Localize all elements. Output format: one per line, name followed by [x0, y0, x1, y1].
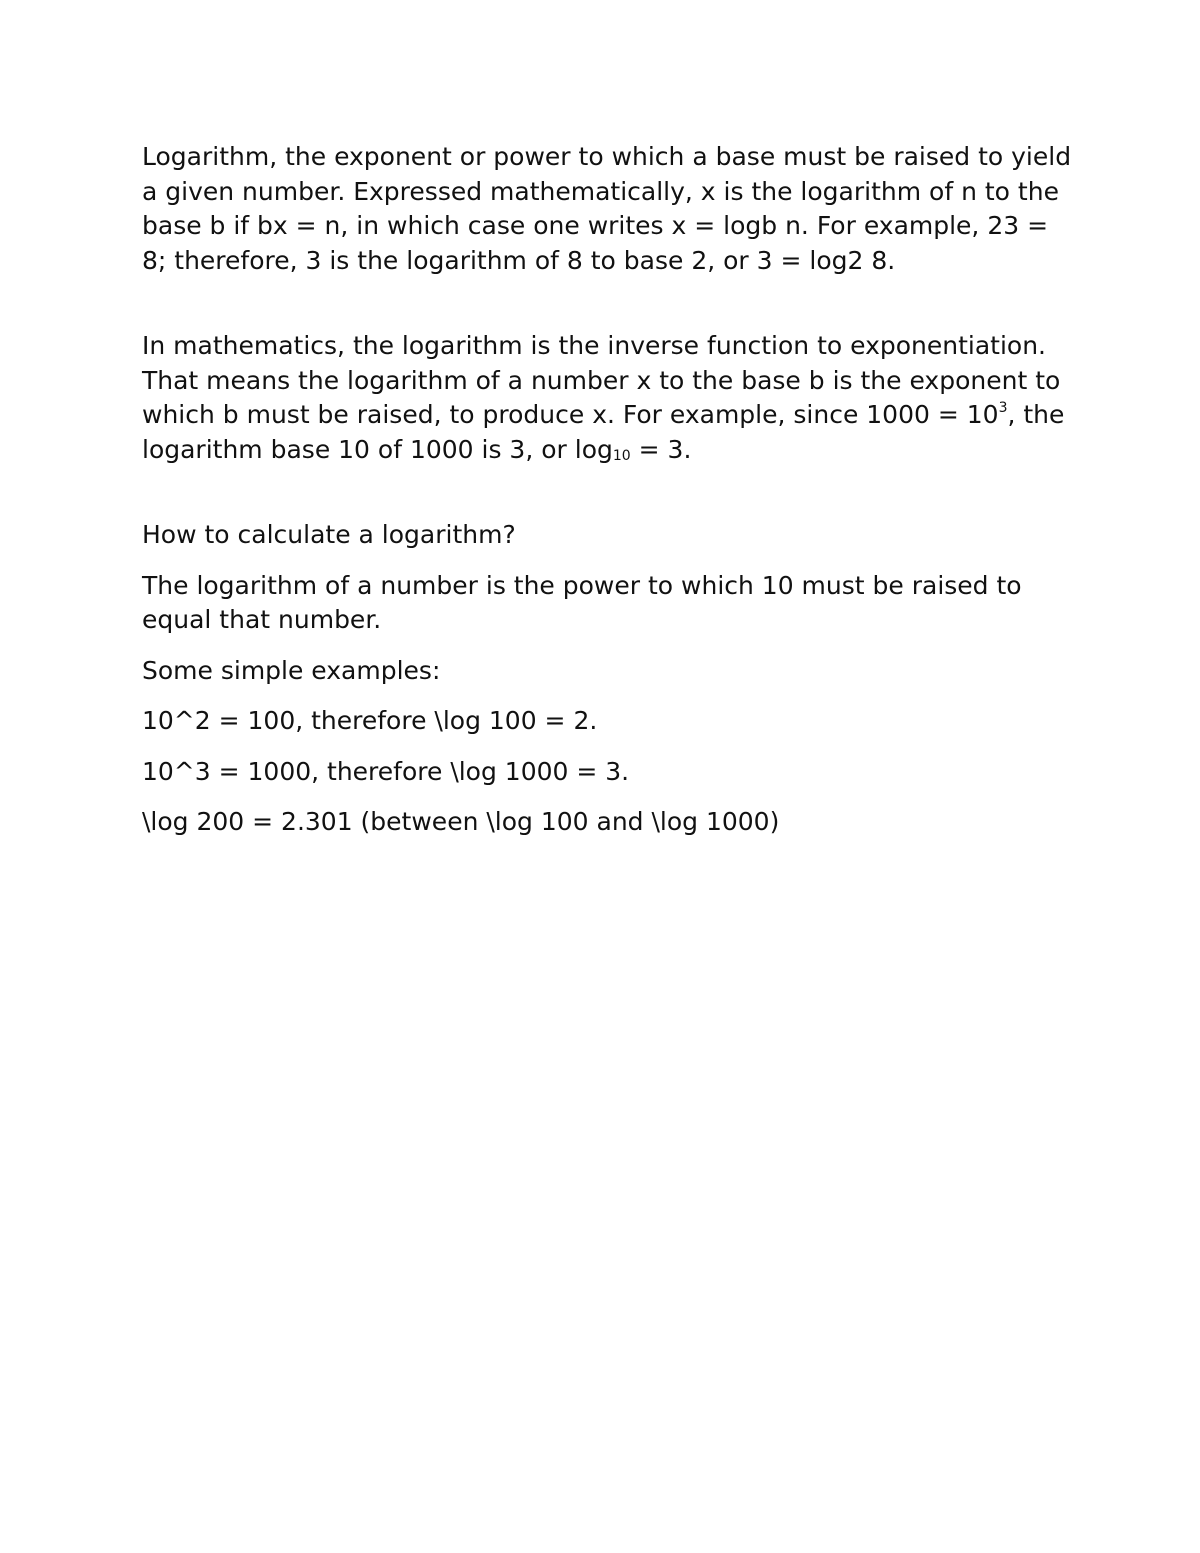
spacer: [142, 467, 1072, 518]
spacer: [142, 789, 1072, 805]
superscript-exponent: 3: [998, 400, 1008, 416]
example-line-3: \log 200 = 2.301 (between \log 100 and \log 1000): [142, 807, 780, 836]
paragraph-text: = 3.: [630, 434, 692, 464]
paragraph-logarithm-definition: Logarithm, the exponent or power to which a base must be raised to yield a given number. Expressed mathematically, x is the logarithm of n to the base b if bx = n, in which case one writes x = logb n. For example, 23 = 8; therefore, 3 is the logarithm of 8 to base 2, or 3 = log2 8.: [142, 142, 1072, 275]
example-line-1: 10^2 = 100, therefore \log 100 = 2.: [142, 706, 598, 735]
example-line-2: 10^3 = 1000, therefore \log 1000 = 3.: [142, 756, 630, 786]
spacer: [142, 688, 1072, 704]
paragraph-text: , the logarithm base 10 of 1000 is 3, or log: [142, 400, 1065, 464]
section-heading: How to calculate a logarithm?: [142, 520, 516, 549]
subscript-base: 10: [612, 447, 631, 464]
spacer: [142, 278, 1072, 329]
examples-intro: Some simple examples:: [142, 655, 441, 685]
document-body: [142, 140, 1072, 840]
spacer: [142, 739, 1072, 755]
spacer: [142, 553, 1072, 569]
paragraph-power-of-ten: The logarithm of a number is the power to which 10 must be raised to equal that number.: [142, 570, 1022, 634]
paragraph-text: In mathematics, the logarithm is the inverse function to exponentiation. That means the logarithm of a number x to the base b is the exponent to which b must be raised, to produce x. For example, since 1000 = 10: [142, 331, 1061, 429]
spacer: [142, 638, 1072, 654]
paragraph-inverse-function: [142, 329, 1072, 467]
